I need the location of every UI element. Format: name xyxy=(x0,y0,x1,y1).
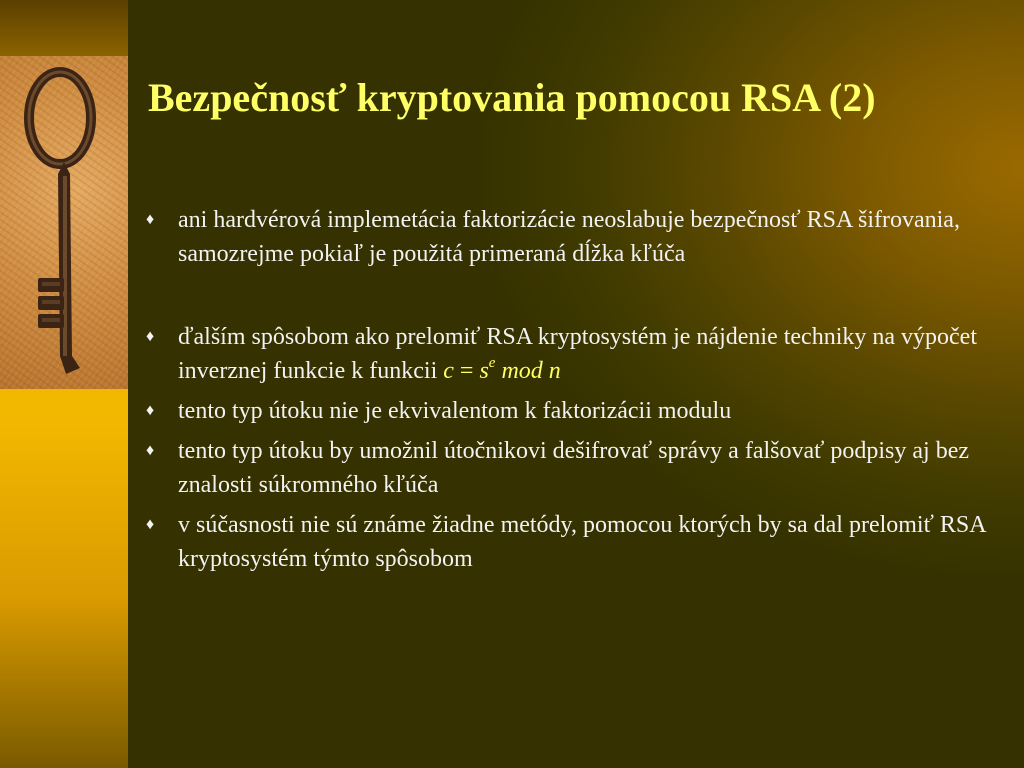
diamond-bullet-icon: ♦ xyxy=(146,402,155,419)
bullet-text: tento typ útoku nie je ekvivalentom k faktorizácii modulu xyxy=(178,398,732,424)
diamond-bullet-icon: ♦ xyxy=(146,516,155,533)
slide-title: Bezpečnosť kryptovania pomocou RSA (2) xyxy=(148,75,876,120)
formula-n: n xyxy=(548,358,561,384)
formula xyxy=(443,355,561,384)
bullet-text: ďalším spôsobom ako prelomiť RSA kryptosystém je nájdenie techniky na výpočet inverznej funkcie k funkcii xyxy=(178,324,977,384)
diamond-bullet-icon: ♦ xyxy=(146,442,155,459)
bullet-text: tento typ útoku by umožnil útočnikovi dešifrovať správy a falšovať podpisy aj bez znalosti súkromného kľúča xyxy=(178,438,970,498)
bullet-text: v súčasnosti nie sú známe žiadne metódy, pomocou ktorých by sa dal prelomiť RSA kryptosystém týmto spôsobom xyxy=(178,512,986,572)
list-item xyxy=(146,320,1006,388)
key-photo xyxy=(0,56,128,389)
bullet-list xyxy=(146,203,1006,582)
key-icon xyxy=(0,56,128,389)
list-item xyxy=(146,394,1006,428)
diamond-bullet-icon: ♦ xyxy=(146,211,155,228)
diamond-bullet-icon: ♦ xyxy=(146,328,155,345)
list-item xyxy=(146,203,1006,271)
list-item xyxy=(146,434,1006,502)
list-item xyxy=(146,508,1006,576)
formula-mod: mod xyxy=(495,358,549,384)
formula-equals: = xyxy=(453,358,480,384)
bullet-text: ani hardvérová implemetácia faktorizácie neoslabuje bezpečnosť RSA šifrovania, samozrejme pokiaľ je použitá primeraná dĺžka kľúča xyxy=(178,207,960,267)
formula-c: c xyxy=(443,358,454,384)
formula-s: s xyxy=(479,358,489,384)
formula-exponent: e xyxy=(488,355,496,371)
